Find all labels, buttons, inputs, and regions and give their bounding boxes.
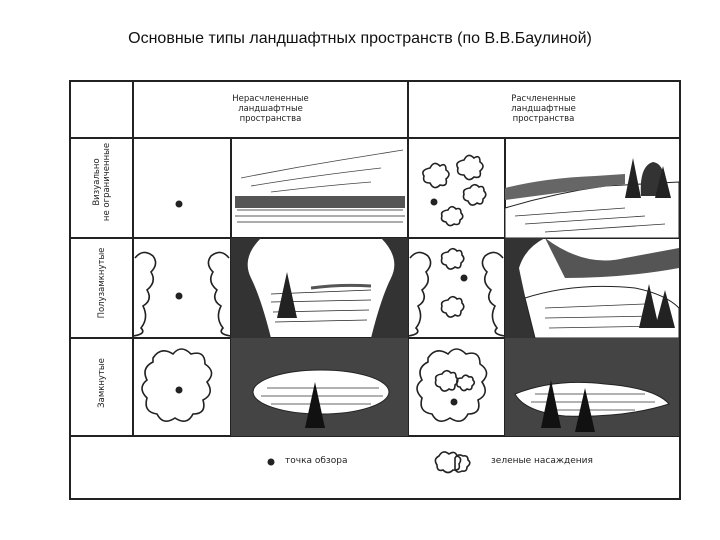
column-header-divided xyxy=(408,94,679,124)
column-header-line: ландшафтные xyxy=(238,104,303,114)
scheme-undivided-enclosed xyxy=(133,338,231,436)
scheme-divided-enclosed xyxy=(408,338,505,436)
legend xyxy=(71,436,679,498)
viewpoint-dot xyxy=(268,459,275,466)
viewpoint-dot xyxy=(176,387,183,394)
landscape-types-diagram xyxy=(69,80,681,500)
legend-viewpoint-label: точка обзора xyxy=(285,456,348,466)
viewpoint-dot xyxy=(451,399,458,406)
column-header-line: пространства xyxy=(239,114,302,124)
row-label-line: Визуально xyxy=(92,158,102,206)
column-header-line: Расчлененные xyxy=(511,94,576,104)
scheme-undivided-semi-enclosed xyxy=(133,238,231,338)
column-header-line: пространства xyxy=(512,114,575,124)
column-header-undivided xyxy=(133,94,408,124)
column-header-line: ландшафтные xyxy=(511,104,576,114)
column-header-line: Нерасчлененные xyxy=(232,94,309,104)
scheme-divided-semi-enclosed xyxy=(408,238,505,338)
viewpoint-dot xyxy=(133,138,231,238)
viewpoint-dot xyxy=(431,199,438,206)
legend-greenery-label: зеленые насаждения xyxy=(491,456,593,466)
sketch-enclosed-glade xyxy=(231,338,408,436)
scheme-divided-unbounded xyxy=(408,138,505,238)
sketch-open-plain xyxy=(231,138,408,238)
sketch-divided-enclosed xyxy=(505,338,679,436)
sketch-divided-semi-enclosed xyxy=(505,238,679,338)
page-title: Основные типы ландшафтных пространств (по В.В.Баулиной) xyxy=(128,30,592,47)
greenery-icon xyxy=(435,452,469,473)
row-label-enclosed: Замкнутые xyxy=(97,358,107,408)
viewpoint-dot xyxy=(176,293,183,300)
row-label-line: не ограниченные xyxy=(102,142,112,222)
scheme-undivided-unbounded xyxy=(133,138,231,238)
row-label-unbounded xyxy=(92,132,112,232)
viewpoint-dot xyxy=(461,275,468,282)
row-label-semi-enclosed: Полузамкнутые xyxy=(97,247,107,319)
sketch-semi-enclosed-meadow xyxy=(231,238,408,338)
sketch-divided-open xyxy=(505,138,679,238)
